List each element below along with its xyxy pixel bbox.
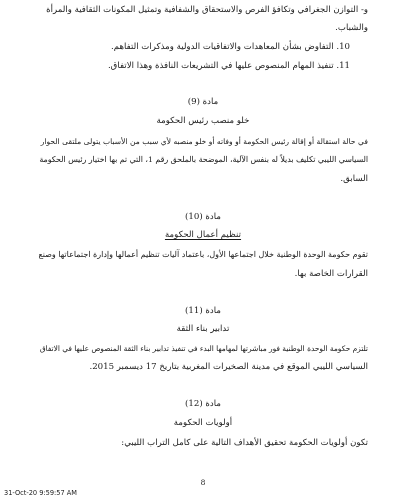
article-10-number: مادة (10) (185, 212, 221, 222)
article-12-number: مادة (12) (185, 399, 221, 409)
list-item-w-line2: والشباب. (335, 23, 368, 33)
page-number: 8 (200, 478, 206, 487)
article-9-line2: السياسي الليبي تكليف بديلاً له بنفس الآلية، الموضحة بالملحق رقم 1، التي تم بها اختيار رئيس الحكومة (39, 155, 368, 164)
article-9-title: خلو منصب رئيس الحكومة (156, 116, 250, 126)
list-item-10: 10. التفاوض بشأن المعاهدات والاتفاقيات الدولية ومذكرات التفاهم. (111, 42, 350, 52)
article-11-line1: تلتزم حكومة الوحدة الوطنية فور مباشرتها لمهامها البدء في تنفيذ تدابير بناء الثقة المنصوص عليها في الاتفاق (39, 344, 368, 353)
article-11-line2: السياسي الليبي الموقع في مدينة الصخيرات المغربية بتاريخ 17 ديسمبر 2015. (89, 362, 368, 372)
article-11-title: تدابير بناء الثقة (176, 324, 230, 334)
article-12-line1: تكون أولويات الحكومة تحقيق الأهداف التالية على كامل التراب الليبي: (121, 438, 368, 448)
article-11-number: مادة (11) (185, 306, 221, 316)
article-10-title: تنظيم أعمال الحكومة (164, 230, 242, 240)
article-12-title: أولويات الحكومة (173, 418, 233, 428)
list-item-11: 11. تنفيذ المهام المنصوص عليها في التشريعات النافذة وهذا الاتفاق. (107, 61, 350, 71)
article-10-line2: القرارات الخاصة بها. (294, 269, 368, 279)
list-item-w-line1: و- التوازن الجغرافي وتكافؤ الفرص والاستحقاق والشفافية وتمثيل المكونات الثقافية والمرأة (46, 5, 368, 15)
article-10-line1: تقوم حكومة الوحدة الوطنية خلال اجتماعها الأول، باعتماد آليات تنظيم أعمالها وإدارة اجتماعاتها وصنع (38, 250, 368, 259)
print-timestamp: 31-Oct-20 9:59:57 AM (4, 489, 77, 497)
article-9-line1: في حالة استقالة أو إقالة رئيس الحكومة أو وفاته أو خلو منصبه لأي سبب من الأسباب يتولى ملتقى الحوار (40, 137, 368, 146)
article-9-number: مادة (9) (187, 97, 219, 107)
article-9-line3: السابق. (340, 174, 368, 184)
